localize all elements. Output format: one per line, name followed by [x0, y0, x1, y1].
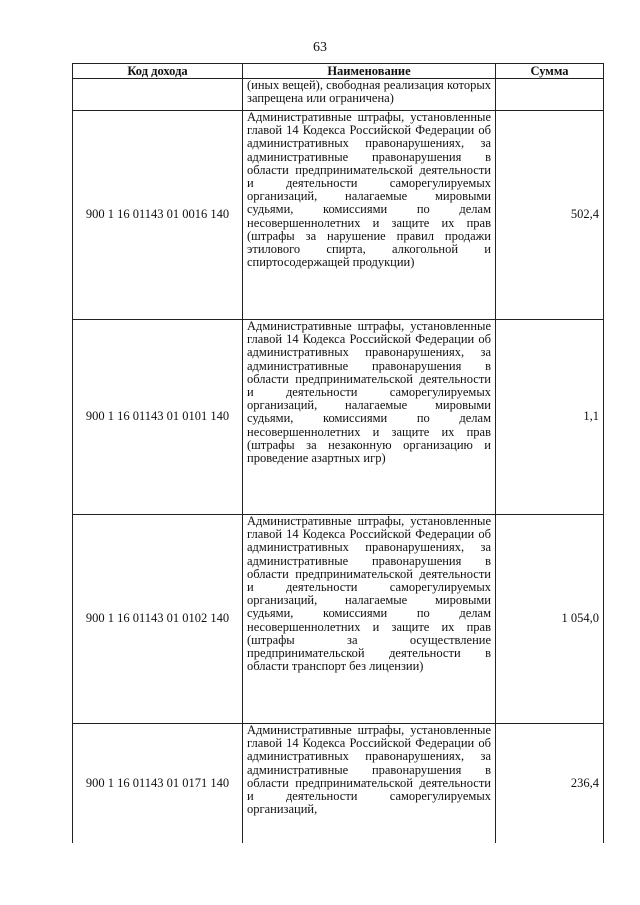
income-code: 900 1 16 01143 01 0101 140 [73, 320, 243, 515]
income-amount [496, 79, 604, 111]
income-name: (иных вещей), свободная реализация которых запрещена или ограничена) [243, 79, 496, 111]
table-row [73, 320, 604, 515]
header-amount: Сумма [496, 64, 604, 79]
header-name: Наименование [243, 64, 496, 79]
table-header-row [73, 64, 604, 79]
income-name: Административные штрафы, установленные главой 14 Кодекса Российской Федерации об административных правонарушениях, за административные правонарушения в области предпринимательской деятельности и деятельности саморегулируемых организаций, налагаемые мировыми судьями, комиссиями по делам несовершеннолетних и защите их прав (штрафы за нарушение правил продажи этилового спирта, алкогольной и спиртосодержащей продукции) [243, 111, 496, 320]
income-code: 900 1 16 01143 01 0171 140 [73, 724, 243, 844]
income-code: 900 1 16 01143 01 0102 140 [73, 515, 243, 724]
income-code: 900 1 16 01143 01 0016 140 [73, 111, 243, 320]
income-amount: 1,1 [496, 320, 604, 515]
income-name: Административные штрафы, установленные главой 14 Кодекса Российской Федерации об административных правонарушениях, за административные правонарушения в области предпринимательской деятельности и деятельности саморегулируемых организаций, налагаемые мировыми судьями, комиссиями по делам несовершеннолетних и защите их прав (штрафы за незаконную организацию и проведение азартных игр) [243, 320, 496, 515]
table-row [73, 111, 604, 320]
header-code: Код дохода [73, 64, 243, 79]
income-name: Административные штрафы, установленные главой 14 Кодекса Российской Федерации об административных правонарушениях, за административные правонарушения в области предпринимательской деятельности и деятельности саморегулируемых организаций, [243, 724, 496, 844]
page-number: 63 [313, 40, 327, 55]
income-amount: 502,4 [496, 111, 604, 320]
income-amount: 236,4 [496, 724, 604, 844]
income-code [73, 79, 243, 111]
income-amount: 1 054,0 [496, 515, 604, 724]
revenue-table [72, 63, 604, 843]
table-row [73, 515, 604, 724]
table-row [73, 79, 604, 111]
table-row [73, 724, 604, 844]
income-name: Административные штрафы, установленные главой 14 Кодекса Российской Федерации об административных правонарушениях, за административные правонарушения в области предпринимательской деятельности и деятельности саморегулируемых организаций, налагаемые мировыми судьями, комиссиями по делам несовершеннолетних и защите их прав (штрафы за осуществление предпринимательской деятельности в области транспорт без лицензии) [243, 515, 496, 724]
